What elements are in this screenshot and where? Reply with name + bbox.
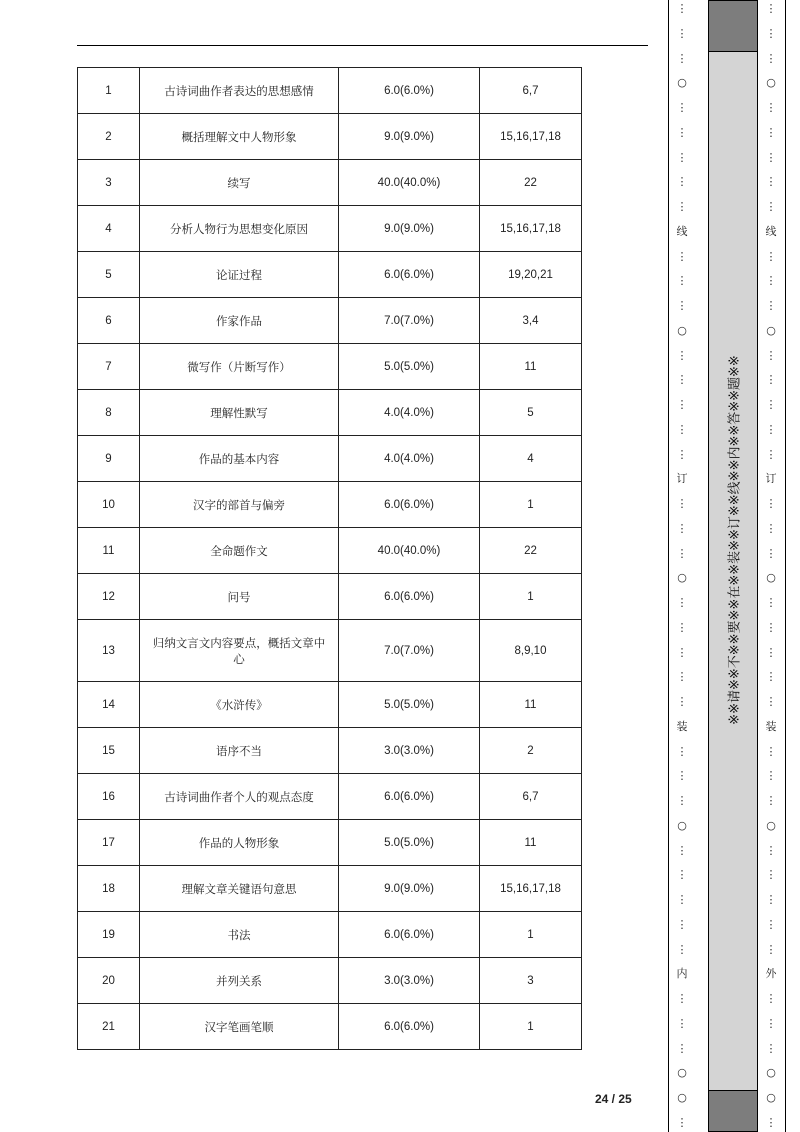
binding-dots: ⋮ [676, 596, 688, 609]
binding-dots: ⋮ [765, 447, 777, 461]
binding-line-left [668, 0, 669, 1132]
binding-mark: 线 [765, 224, 777, 238]
question-numbers: 2 [480, 728, 582, 774]
score-cell: 6.0(6.0%) [339, 912, 480, 958]
row-index: 11 [78, 528, 140, 574]
table-row [78, 160, 582, 206]
binding-dots: ⋮ [676, 794, 688, 807]
binding-dots: ⋮ [676, 125, 688, 139]
score-cell: 6.0(6.0%) [339, 574, 480, 620]
binding-dots: ⋮ [765, 645, 777, 659]
score-cell: 9.0(9.0%) [339, 866, 480, 912]
score-cell: 5.0(5.0%) [339, 344, 480, 390]
table-row [78, 252, 582, 298]
score-cell: 3.0(3.0%) [339, 728, 480, 774]
binding-dots: ⋮ [676, 769, 688, 783]
page-number: 24 / 25 [595, 1092, 632, 1106]
question-numbers: 6,7 [480, 774, 582, 820]
score-cell: 6.0(6.0%) [339, 68, 480, 114]
binding-dots: ⋮ [765, 422, 777, 436]
binding-dots: ⋮ [676, 422, 688, 436]
binding-line-right [785, 0, 786, 1132]
binding-dots: ⋮ [765, 670, 777, 684]
knowledge-point: 理解文章关键语句意思 [140, 866, 339, 912]
knowledge-point: 汉字的部首与偏旁 [140, 482, 339, 528]
binding-circle: ○ [766, 76, 776, 90]
binding-marks-outer [763, 0, 779, 1132]
row-index: 7 [78, 344, 140, 390]
binding-dots: ⋮ [765, 274, 777, 288]
binding-dots: ⋮ [765, 348, 777, 362]
row-index: 14 [78, 682, 140, 728]
binding-dots: ⋮ [765, 744, 777, 758]
question-numbers: 15,16,17,18 [480, 114, 582, 160]
binding-dots: ⋮ [765, 1041, 777, 1055]
binding-dots: ⋮ [676, 26, 688, 40]
binding-dots: ⋮ [676, 893, 688, 906]
binding-dots: ⋮ [765, 200, 777, 213]
score-cell: 6.0(6.0%) [339, 252, 480, 298]
binding-dots: ⋮ [676, 447, 688, 461]
score-cell: 5.0(5.0%) [339, 682, 480, 728]
knowledge-point: 作品的基本内容 [140, 436, 339, 482]
binding-dots: ⋮ [676, 670, 688, 684]
binding-dots: ⋮ [676, 645, 688, 659]
question-numbers: 22 [480, 160, 582, 206]
question-numbers: 5 [480, 390, 582, 436]
row-index: 2 [78, 114, 140, 160]
binding-mark: 订 [765, 472, 777, 486]
binding-dots: ⋮ [765, 125, 777, 139]
binding-dots: ⋮ [676, 249, 688, 263]
binding-dots: ⋮ [765, 2, 777, 15]
binding-circle: ○ [766, 1066, 776, 1080]
binding-circle: ○ [677, 323, 687, 337]
score-cell: 9.0(9.0%) [339, 114, 480, 160]
knowledge-point: 《水浒传》 [140, 682, 339, 728]
question-numbers: 11 [480, 682, 582, 728]
score-cell: 40.0(40.0%) [339, 528, 480, 574]
score-cell: 40.0(40.0%) [339, 160, 480, 206]
score-cell: 4.0(4.0%) [339, 390, 480, 436]
binding-dots: ⋮ [765, 917, 777, 931]
binding-dots: ⋮ [765, 497, 777, 510]
binding-dots: ⋮ [765, 546, 777, 560]
knowledge-point: 归纳文言文内容要点，概括文章中心 [140, 620, 339, 682]
binding-dots: ⋮ [765, 373, 777, 387]
binding-circle: ○ [677, 818, 687, 832]
binding-dots: ⋮ [676, 868, 688, 882]
score-cell: 7.0(7.0%) [339, 298, 480, 344]
question-numbers: 15,16,17,18 [480, 866, 582, 912]
knowledge-point: 理解性默写 [140, 390, 339, 436]
question-numbers: 3,4 [480, 298, 582, 344]
binding-mark: 外 [765, 967, 777, 981]
binding-dots: ⋮ [676, 521, 688, 535]
question-numbers: 11 [480, 820, 582, 866]
table-row [78, 206, 582, 252]
binding-dots: ⋮ [765, 150, 777, 164]
binding-dots: ⋮ [676, 373, 688, 387]
binding-circle: ○ [766, 323, 776, 337]
table-row [78, 866, 582, 912]
row-index: 21 [78, 1004, 140, 1050]
binding-dots: ⋮ [676, 150, 688, 164]
binding-dots: ⋮ [676, 299, 688, 312]
score-cell: 3.0(3.0%) [339, 958, 480, 1004]
table-row [78, 114, 582, 160]
knowledge-point: 论证过程 [140, 252, 339, 298]
score-cell: 4.0(4.0%) [339, 436, 480, 482]
knowledge-point-table [77, 67, 582, 1050]
binding-dots: ⋮ [765, 893, 777, 906]
score-cell: 6.0(6.0%) [339, 774, 480, 820]
binding-dots: ⋮ [676, 1016, 688, 1030]
score-cell: 6.0(6.0%) [339, 1004, 480, 1050]
binding-dots: ⋮ [765, 51, 777, 65]
binding-dots: ⋮ [676, 620, 688, 634]
binding-dots: ⋮ [676, 744, 688, 758]
binding-dots: ⋮ [765, 101, 777, 114]
binding-dots: ⋮ [676, 695, 688, 708]
binding-dots: ⋮ [676, 917, 688, 931]
row-index: 8 [78, 390, 140, 436]
binding-dots: ⋮ [765, 1016, 777, 1030]
row-index: 12 [78, 574, 140, 620]
table-row [78, 958, 582, 1004]
binding-dots: ⋮ [765, 794, 777, 807]
binding-mark: 订 [676, 472, 688, 486]
binding-dots: ⋮ [765, 299, 777, 312]
binding-mark: 装 [676, 719, 688, 733]
row-index: 17 [78, 820, 140, 866]
binding-dots: ⋮ [676, 942, 688, 956]
row-index: 3 [78, 160, 140, 206]
table-row [78, 298, 582, 344]
knowledge-point: 全命题作文 [140, 528, 339, 574]
binding-dots: ⋮ [676, 200, 688, 213]
binding-dots: ⋮ [676, 546, 688, 560]
score-cell: 5.0(5.0%) [339, 820, 480, 866]
binding-warning-text: ※※请※※不※※要※※在※※装※※订※※线※※内※※答※※题※※ [727, 355, 743, 725]
binding-dots: ⋮ [676, 497, 688, 510]
binding-dots: ⋮ [676, 2, 688, 15]
binding-dots: ⋮ [676, 1041, 688, 1055]
knowledge-point: 微写作（片断写作） [140, 344, 339, 390]
binding-dots: ⋮ [765, 175, 777, 189]
binding-dots: ⋮ [765, 843, 777, 857]
table-row [78, 436, 582, 482]
knowledge-point: 并列关系 [140, 958, 339, 1004]
binding-circle: ○ [766, 1091, 776, 1104]
question-numbers: 15,16,17,18 [480, 206, 582, 252]
score-cell: 9.0(9.0%) [339, 206, 480, 252]
table-row [78, 820, 582, 866]
binding-dots: ⋮ [676, 992, 688, 1005]
row-index: 1 [78, 68, 140, 114]
binding-dots: ⋮ [765, 596, 777, 609]
question-numbers: 3 [480, 958, 582, 1004]
binding-dots: ⋮ [765, 249, 777, 263]
table-row [78, 390, 582, 436]
question-numbers: 1 [480, 1004, 582, 1050]
binding-dots: ⋮ [765, 1115, 777, 1129]
row-index: 15 [78, 728, 140, 774]
question-numbers: 22 [480, 528, 582, 574]
binding-dots: ⋮ [765, 769, 777, 783]
question-numbers: 1 [480, 912, 582, 958]
knowledge-point: 续写 [140, 160, 339, 206]
table-row [78, 912, 582, 958]
binding-circle: ○ [766, 818, 776, 832]
knowledge-point: 作品的人物形象 [140, 820, 339, 866]
binding-dots: ⋮ [676, 101, 688, 114]
binding-circle: ○ [677, 571, 687, 585]
row-index: 18 [78, 866, 140, 912]
knowledge-point: 分析人物行为思想变化原因 [140, 206, 339, 252]
row-index: 4 [78, 206, 140, 252]
row-index: 19 [78, 912, 140, 958]
row-index: 13 [78, 620, 140, 682]
row-index: 16 [78, 774, 140, 820]
binding-dots: ⋮ [765, 398, 777, 411]
row-index: 20 [78, 958, 140, 1004]
binding-dots: ⋮ [765, 26, 777, 40]
knowledge-point: 语序不当 [140, 728, 339, 774]
table-row [78, 574, 582, 620]
binding-dots: ⋮ [676, 348, 688, 362]
binding-dots: ⋮ [676, 398, 688, 411]
binding-dots: ⋮ [676, 843, 688, 857]
knowledge-point: 书法 [140, 912, 339, 958]
table-row [78, 68, 582, 114]
question-numbers: 6,7 [480, 68, 582, 114]
row-index: 10 [78, 482, 140, 528]
binding-dots: ⋮ [765, 992, 777, 1005]
header-rule [77, 45, 648, 46]
question-numbers: 19,20,21 [480, 252, 582, 298]
knowledge-point: 作家作品 [140, 298, 339, 344]
binding-circle: ○ [677, 1091, 687, 1104]
binding-dots: ⋮ [765, 521, 777, 535]
binding-circle: ○ [677, 76, 687, 90]
table-row [78, 482, 582, 528]
binding-circle: ○ [677, 1066, 687, 1080]
question-numbers: 8,9,10 [480, 620, 582, 682]
question-numbers: 4 [480, 436, 582, 482]
binding-dots: ⋮ [676, 175, 688, 189]
table-row [78, 728, 582, 774]
question-numbers: 11 [480, 344, 582, 390]
binding-dots: ⋮ [765, 942, 777, 956]
question-numbers: 1 [480, 482, 582, 528]
binding-dots: ⋮ [765, 620, 777, 634]
table-row [78, 682, 582, 728]
score-cell: 7.0(7.0%) [339, 620, 480, 682]
row-index: 9 [78, 436, 140, 482]
binding-mark: 线 [676, 224, 688, 238]
binding-circle: ○ [766, 571, 776, 585]
question-numbers: 1 [480, 574, 582, 620]
knowledge-point: 概括理解文中人物形象 [140, 114, 339, 160]
binding-mark: 装 [765, 719, 777, 733]
knowledge-point: 古诗词曲作者个人的观点态度 [140, 774, 339, 820]
score-cell: 6.0(6.0%) [339, 482, 480, 528]
table-row [78, 528, 582, 574]
table-row [78, 774, 582, 820]
binding-mark: 内 [676, 967, 688, 981]
binding-marks-inner [674, 0, 690, 1132]
binding-block-bottom [708, 1090, 758, 1132]
row-index: 6 [78, 298, 140, 344]
binding-block-top [708, 0, 758, 52]
knowledge-point: 问号 [140, 574, 339, 620]
binding-dots: ⋮ [676, 1115, 688, 1129]
binding-dots: ⋮ [765, 695, 777, 708]
binding-dots: ⋮ [765, 868, 777, 882]
table-row [78, 344, 582, 390]
knowledge-point: 古诗词曲作者表达的思想感情 [140, 68, 339, 114]
binding-dots: ⋮ [676, 51, 688, 65]
knowledge-point: 汉字笔画笔顺 [140, 1004, 339, 1050]
row-index: 5 [78, 252, 140, 298]
table-row [78, 620, 582, 682]
table-row [78, 1004, 582, 1050]
binding-dots: ⋮ [676, 274, 688, 288]
